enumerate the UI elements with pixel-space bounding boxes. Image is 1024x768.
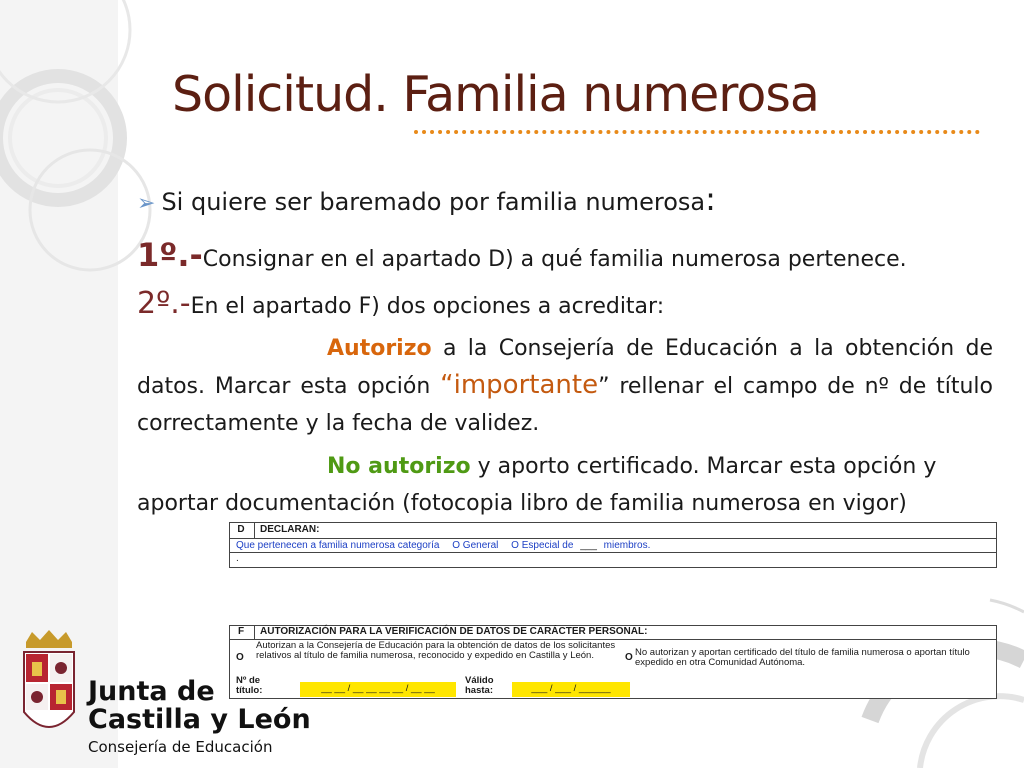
form-f-valid-until-field[interactable]: ___ / ___ / ______ <box>512 682 630 697</box>
title-underline <box>414 130 980 134</box>
form-f-title-number-field[interactable]: __ __ / __ __ __ __ / __ __ <box>300 682 456 697</box>
form-d-category-text: Que pertenecen a familia numerosa categoría <box>236 540 440 551</box>
form-f-header-row <box>230 626 996 640</box>
step-1 <box>137 236 907 274</box>
form-d-members-blank[interactable]: ___ <box>580 540 597 551</box>
step-2-number: 2º.- <box>137 286 191 321</box>
option-no-autorizo-paragraph <box>137 448 993 522</box>
form-d-letter: D <box>237 524 245 535</box>
form-d-option-especial[interactable]: O Especial de <box>511 540 574 551</box>
form-f-no-authorize-text: No autorizan y aportan certificado del título de familia numerosa o aportan título expedido en otra Comunidad Autónoma. <box>635 647 970 668</box>
bullet-line <box>137 180 716 218</box>
form-d-divider <box>254 523 255 538</box>
autorizo-keyword: Autorizo <box>327 336 432 361</box>
form-f-letter: F <box>237 626 245 637</box>
coat-of-arms-icon <box>18 630 80 748</box>
no-autorizo-text: y aporto certificado. Marcar esta opción y aportar documentación (fotocopia libro de familia numerosa en vigor) <box>137 454 937 516</box>
step-1-number: 1º.- <box>137 236 203 274</box>
slide-title: Solicitud. Familia numerosa <box>172 66 819 123</box>
form-d-option-general[interactable]: O General <box>452 540 499 551</box>
form-f-title-number-label: Nº de título: <box>236 675 263 696</box>
form-d-header-row <box>230 523 996 539</box>
form-section-d <box>229 522 997 568</box>
form-section-f <box>229 625 997 699</box>
autorizo-text-b: ” rellenar el campo de nº de título correctamente y la fecha de validez. <box>137 374 993 436</box>
autorizo-text-a: a la Consejería de Educación a la obtención de datos. Marcar esta opción <box>137 336 993 399</box>
form-f-option-no-authorize-radio[interactable]: O <box>625 652 633 663</box>
step-2-text: En el apartado F) dos opciones a acreditar: <box>190 294 665 319</box>
step-2 <box>137 286 664 321</box>
form-d-members-label: miembros. <box>603 540 651 551</box>
form-d-line2: . <box>236 553 239 564</box>
form-f-header: AUTORIZACIÓN PARA LA VERIFICACIÓN DE DATOS DE CARÁCTER PERSONAL: <box>260 626 648 637</box>
arrow-bullet-icon: ➢ <box>137 191 156 216</box>
bullet-text: Si quiere ser baremado por familia numerosa <box>161 188 706 216</box>
form-f-divider <box>254 626 255 639</box>
logo-subtitle: Consejería de Educación <box>88 738 273 756</box>
form-f-valid-until-label: Válido hasta: <box>465 675 494 696</box>
logo-line-2: Castilla y León <box>88 704 311 735</box>
option-autorizo-paragraph <box>137 330 993 442</box>
no-autorizo-keyword: No autorizo <box>327 454 471 479</box>
form-d-line1 <box>230 539 996 553</box>
logo-line-1: Junta de <box>88 676 215 707</box>
form-f-option-authorize-radio[interactable]: O <box>236 652 244 663</box>
form-f-authorize-text: Autorizan a la Consejería de Educación para la obtención de datos de los solicitantes relativos al título de familia numerosa, reconocido y expedido en Castilla y León. <box>256 640 616 661</box>
form-d-header: DECLARAN: <box>260 524 320 535</box>
bullet-colon: : <box>705 180 716 218</box>
importante-quote: “importante <box>440 370 599 400</box>
step-1-text: Consignar en el apartado D) a qué familia numerosa pertenece. <box>202 247 907 272</box>
